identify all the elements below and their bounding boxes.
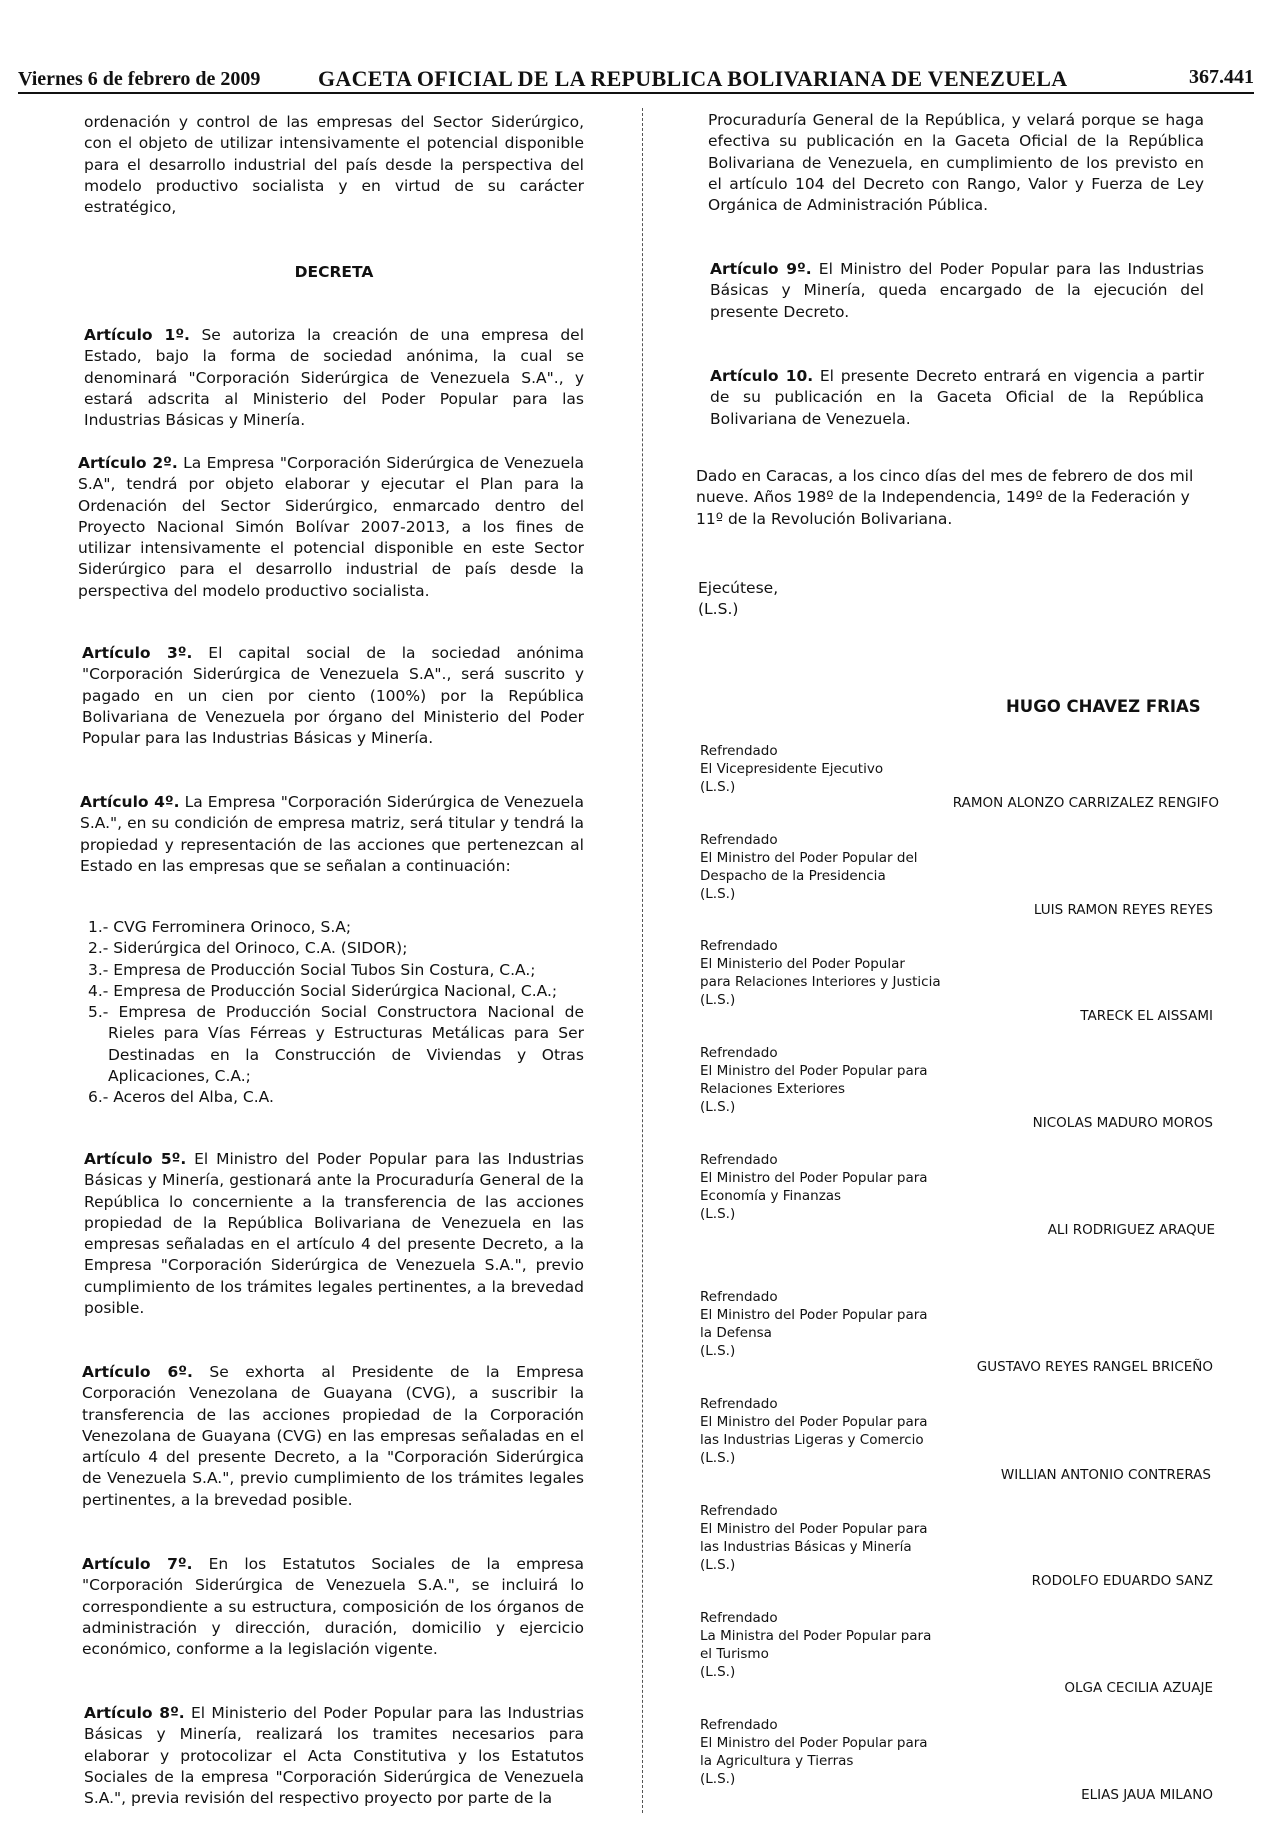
article-2-text: La Empresa "Corporación Siderúrgica de Venezuela S.A", tendrá por objeto elaborar y ejecutar el Plan para la Ordenación del Sector Siderúrgico, enmarcado dentro del Proyecto Nacional Simón Bolívar 2007-2013, a los fines de utilizar intensivamente el potencial disponible en este Sector Siderúrgico para el desarrollo industrial de país desde la perspectiva del modelo productivo socialista. bbox=[78, 454, 584, 600]
ministry-line: El Ministro del Poder Popular para bbox=[700, 1170, 928, 1186]
refrendado-label: Refrendado bbox=[700, 743, 778, 759]
ejecutese bbox=[698, 578, 1204, 621]
article-1-label: Artículo 1º. bbox=[84, 326, 190, 344]
article-6-text: Se exhorta al Presidente de la Empresa Corporación Venezolana de Guayana (CVG), a suscribir la transferencia de las acciones propiedad de la Corporación Venezolana de Guayana (CVG) en las empresas señaladas en el artículo 4 del presente Decreto, a la "Corporación Siderúrgica de Venezuela S.A.", previo cumplimiento de los trámites legales pertinentes, a la brevedad posible. bbox=[82, 1363, 584, 1509]
ministry-line: El Ministerio del Poder Popular bbox=[700, 956, 905, 972]
gazette-title: GACETA OFICIAL DE LA REPUBLICA BOLIVARIANA DE VENEZUELA bbox=[318, 66, 1068, 91]
company-item: 6.- Aceros del Alba, C.A. bbox=[88, 1088, 274, 1107]
ls-mark: (L.S.) bbox=[700, 1343, 736, 1359]
ministry-line: El Ministro del Poder Popular para bbox=[700, 1735, 928, 1751]
refrendado-label: Refrendado bbox=[700, 1717, 778, 1733]
ls-mark: (L.S.) bbox=[700, 1557, 736, 1573]
article-5 bbox=[84, 1149, 584, 1319]
ls-mark: (L.S.) bbox=[700, 1099, 736, 1115]
article-8-text: El Ministerio del Poder Popular para las Industrias Básicas y Minería, realizará los tramites necesarios para elaborar y protocolizar el Acta Constitutiva y los Estatutos Sociales de la empresa "Corporación Siderúrgica de Venezuela S.A.", previa revisión del respectivo proyecto por parte de la bbox=[84, 1704, 584, 1808]
intro-paragraph: ordenación y control de las empresas del Sector Siderúrgico, con el objeto de utilizar intensivamente el potencial disponible para el desarrollo industrial del país desde la perspectiva del modelo productivo socialista y en virtud de su carácter estratégico, bbox=[84, 113, 584, 217]
ls-mark: (L.S.) bbox=[700, 886, 736, 902]
company-list bbox=[88, 917, 584, 1109]
refrendado-block bbox=[700, 1502, 970, 1574]
refrendado-label: Refrendado bbox=[700, 832, 778, 848]
official-name: NICOLAS MADURO MOROS bbox=[1032, 1115, 1213, 1131]
official-name: RAMON ALONZO CARRIZALEZ RENGIFO bbox=[952, 795, 1219, 811]
refrendado-block bbox=[700, 1716, 970, 1788]
ministry-line: El Ministro del Poder Popular para bbox=[700, 1414, 928, 1430]
column-divider bbox=[642, 108, 643, 1813]
ejecutese-text: Ejecútese, bbox=[698, 579, 779, 597]
ls-mark: (L.S.) bbox=[700, 1450, 736, 1466]
header-rule bbox=[18, 92, 1254, 94]
article-10-text: El presente Decreto entrará en vigencia a partir de su publicación en la Gaceta Oficial de la República Bolivariana de Venezuela. bbox=[710, 367, 1204, 428]
refrendado-label: Refrendado bbox=[700, 1610, 778, 1626]
refrendado-label: Refrendado bbox=[700, 1045, 778, 1061]
ministry-line: el Turismo bbox=[700, 1646, 769, 1662]
article-8-label: Artículo 8º. bbox=[84, 1704, 185, 1722]
ls-mark: (L.S.) bbox=[700, 779, 736, 795]
ministry-line: para Relaciones Interiores y Justicia bbox=[700, 974, 941, 990]
official-name: ELIAS JAUA MILANO bbox=[1081, 1787, 1213, 1803]
page-header bbox=[18, 60, 1254, 92]
refrendado-block bbox=[700, 1609, 970, 1681]
decreta-heading: DECRETA bbox=[294, 263, 374, 281]
article-4 bbox=[80, 792, 584, 877]
article-4-text: La Empresa "Corporación Siderúrgica de Venezuela S.A.", en su condición de empresa matriz, será titular y tendrá la propiedad y representación de las acciones que pertenezcan al Estado en las empresas que se señalan a continuación: bbox=[80, 793, 584, 875]
refrendado-block bbox=[700, 1288, 970, 1360]
president-name: HUGO CHAVEZ FRIAS bbox=[1006, 697, 1201, 716]
article-10 bbox=[710, 366, 1204, 430]
article-7-text: En los Estatutos Sociales de la empresa "Corporación Siderúrgica de Venezuela S.A.", se incluirá lo correspondiente a su estructura, composición de los órganos de administración y dirección, duración, domicilio y ejercicio económico, conforme a la legislación vigente. bbox=[82, 1555, 584, 1659]
company-item: 4.- Empresa de Producción Social Siderúrgica Nacional, C.A.; bbox=[88, 981, 558, 1000]
article-8-continuation: Procuraduría General de la República, y velará porque se haga efectiva su publicación en la Gaceta Oficial de la República Bolivariana de Venezuela, en cumplimiento de los previsto en el artículo 104 del Decreto con Rango, Valor y Fuerza de Ley Orgánica de Administración Pública. bbox=[708, 111, 1204, 215]
ministry-line: la Defensa bbox=[700, 1325, 772, 1341]
ministry-line: Relaciones Exteriores bbox=[700, 1081, 845, 1097]
official-name: ALI RODRIGUEZ ARAQUE bbox=[1047, 1222, 1215, 1238]
dado-en-caracas: Dado en Caracas, a los cinco días del mes de febrero de dos mil nueve. Años 198º de la Independencia, 149º de la Federación y 11º de la Revolución Bolivariana. bbox=[696, 467, 1194, 528]
official-name: GUSTAVO REYES RANGEL BRICEÑO bbox=[976, 1359, 1213, 1375]
official-name: OLGA CECILIA AZUAJE bbox=[1064, 1680, 1213, 1696]
refrendado-block bbox=[700, 1151, 970, 1223]
page-number: 367.441 bbox=[1189, 66, 1254, 88]
refrendado-label: Refrendado bbox=[700, 1289, 778, 1305]
ministry-line: Economía y Finanzas bbox=[700, 1188, 842, 1204]
article-3-label: Artículo 3º. bbox=[82, 644, 193, 662]
refrendado-label: Refrendado bbox=[700, 938, 778, 954]
article-9-text: El Ministro del Poder Popular para las Industrias Básicas y Minería, queda encargado de la ejecución del presente Decreto. bbox=[710, 260, 1204, 321]
refrendado-block bbox=[700, 742, 970, 796]
refrendado-label: Refrendado bbox=[700, 1152, 778, 1168]
company-item: 5.- Empresa de Producción Social Constructora Nacional de Rieles para Vías Férreas y Estructuras Metálicas para Ser Destinadas en la Construcción de Viviendas y Otras Aplicaciones, C.A.; bbox=[88, 1003, 584, 1086]
article-2-label: Artículo 2º. bbox=[78, 454, 178, 472]
ls-mark: (L.S.) bbox=[700, 992, 736, 1008]
ministry-line: El Ministro del Poder Popular del bbox=[700, 850, 918, 866]
article-5-label: Artículo 5º. bbox=[84, 1150, 187, 1168]
refrendado-block bbox=[700, 937, 970, 1009]
company-item: 3.- Empresa de Producción Social Tubos Sin Costura, C.A.; bbox=[88, 960, 536, 979]
ls-mark: (L.S.) bbox=[698, 600, 739, 619]
article-8 bbox=[84, 1703, 584, 1809]
article-3-text: El capital social de la sociedad anónima "Corporación Siderúrgica de Venezuela S.A"., será suscrito y pagado en un cien por ciento (100%) por la República Bolivariana de Venezuela por órgano del Ministerio del Poder Popular para las Industrias Básicas y Minería. bbox=[82, 644, 584, 748]
article-6 bbox=[82, 1362, 584, 1511]
header-date: Viernes 6 de febrero de 2009 bbox=[18, 68, 261, 90]
ls-mark: (L.S.) bbox=[700, 1664, 736, 1680]
ministry-line: Despacho de la Presidencia bbox=[700, 868, 886, 884]
article-1 bbox=[84, 325, 584, 431]
article-5-text: El Ministro del Poder Popular para las Industrias Básicas y Minería, gestionará ante la Procuraduría General de la República lo concerniente a la transferencia de las acciones propiedad de la República Bolivariana de Venezuela en las empresas señaladas en el artículo 4 del presente Decreto, a la Empresa "Corporación Siderúrgica de Venezuela S.A.", previo cumplimiento de los trámites legales pertinentes, a la brevedad posible. bbox=[84, 1150, 584, 1318]
article-3 bbox=[82, 643, 584, 749]
ls-mark: (L.S.) bbox=[700, 1771, 736, 1787]
article-2 bbox=[78, 453, 584, 602]
article-7-label: Artículo 7º. bbox=[82, 1555, 193, 1573]
article-9 bbox=[710, 259, 1204, 323]
refrendado-label: Refrendado bbox=[700, 1503, 778, 1519]
refrendado-block bbox=[700, 831, 970, 903]
ministry-line: las Industrias Ligeras y Comercio bbox=[700, 1432, 924, 1448]
company-item: 1.- CVG Ferrominera Orinoco, S.A; bbox=[88, 918, 352, 936]
article-1-text: Se autoriza la creación de una empresa del Estado, bajo la forma de sociedad anónima, la cual se denominará "Corporación Siderúrgica de Venezuela S.A"., y estará adscrita al Ministerio del Poder Popular para las Industrias Básicas y Minería. bbox=[84, 326, 584, 430]
official-name: RODOLFO EDUARDO SANZ bbox=[1031, 1573, 1213, 1589]
article-7 bbox=[82, 1554, 584, 1660]
ministry-line: El Ministro del Poder Popular para bbox=[700, 1063, 928, 1079]
refrendado-block bbox=[700, 1395, 970, 1467]
ministry-line: las Industrias Básicas y Minería bbox=[700, 1539, 912, 1555]
ls-mark: (L.S.) bbox=[700, 1206, 736, 1222]
official-name: TARECK EL AISSAMI bbox=[1080, 1008, 1213, 1024]
article-9-label: Artículo 9º. bbox=[710, 260, 812, 278]
refrendado-block bbox=[700, 1044, 970, 1116]
company-item: 2.- Siderúrgica del Orinoco, C.A. (SIDOR); bbox=[88, 939, 408, 958]
official-name: LUIS RAMON REYES REYES bbox=[1033, 902, 1213, 918]
official-name: WILLIAN ANTONIO CONTRERAS bbox=[1000, 1467, 1211, 1483]
ministry-line: El Ministro del Poder Popular para bbox=[700, 1521, 928, 1537]
article-4-label: Artículo 4º. bbox=[80, 793, 180, 811]
article-10-label: Artículo 10. bbox=[710, 367, 814, 385]
ministry-line: El Vicepresidente Ejecutivo bbox=[700, 761, 884, 777]
ministry-line: la Agricultura y Tierras bbox=[700, 1753, 854, 1769]
ministry-line: La Ministra del Poder Popular para bbox=[700, 1628, 932, 1644]
ministry-line: El Ministro del Poder Popular para bbox=[700, 1307, 928, 1323]
article-6-label: Artículo 6º. bbox=[82, 1363, 193, 1381]
refrendado-label: Refrendado bbox=[700, 1396, 778, 1412]
